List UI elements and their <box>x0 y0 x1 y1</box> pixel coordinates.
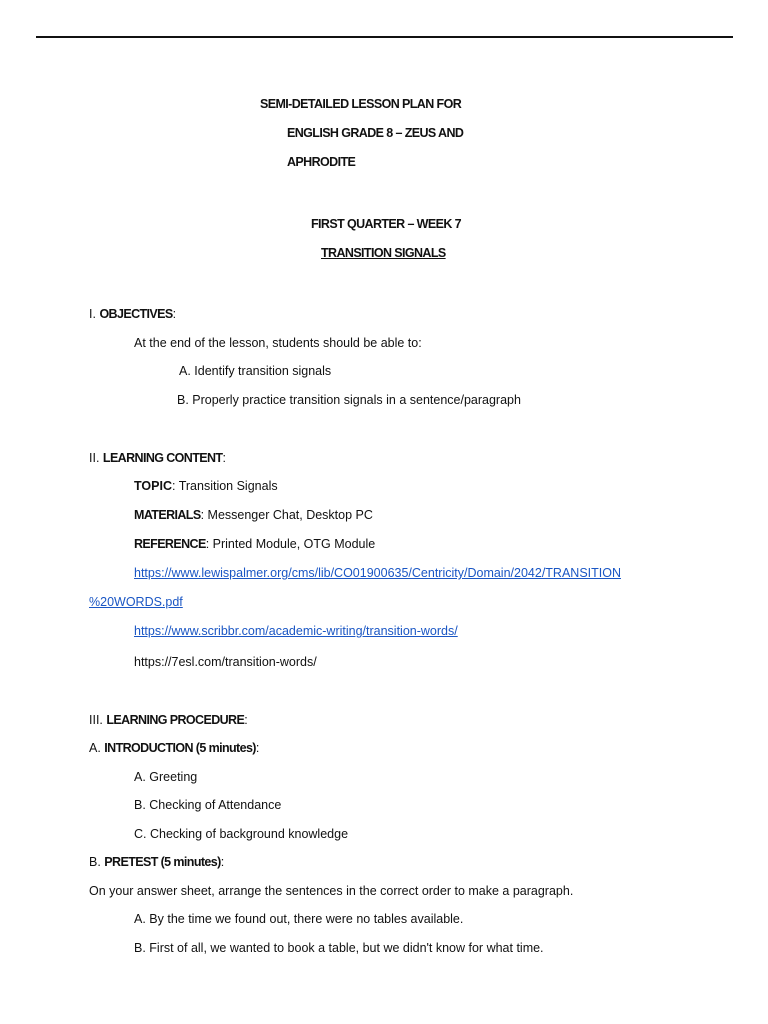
procedure-heading <box>89 712 248 728</box>
pretest-instruction: On your answer sheet, arrange the sentences in the correct order to make a paragraph. <box>89 884 574 898</box>
reference-link-2-text[interactable]: https://www.scribbr.com/academic-writing/transition-words/ <box>134 624 458 638</box>
materials-value: : Messenger Chat, Desktop PC <box>200 508 373 522</box>
objectives-numeral: I. <box>89 307 96 321</box>
materials-label: MATERIALS <box>134 508 201 522</box>
objectives-heading <box>89 306 176 322</box>
objective-item-b: B. Properly practice transition signals in a sentence/paragraph <box>177 393 521 407</box>
procedure-colon: : <box>244 713 248 727</box>
introduction-heading <box>89 740 259 756</box>
introduction-prefix: A. <box>89 741 101 755</box>
materials-row <box>134 507 373 523</box>
title-line-3: APHRODITE <box>287 155 356 169</box>
reference-link-1-text[interactable]: https://www.lewispalmer.org/cms/lib/CO01900635/Centricity/Domain/2042/TRANSITION <box>134 566 621 580</box>
content-colon: : <box>222 451 226 465</box>
pretest-title: PRETEST (5 minutes) <box>104 855 221 869</box>
reference-label: REFERENCE <box>134 537 206 551</box>
content-numeral: II. <box>89 451 100 465</box>
quarter-heading: FIRST QUARTER – WEEK 7 <box>311 217 462 231</box>
introduction-item-c: C. Checking of background knowledge <box>134 827 349 841</box>
reference-value: : Printed Module, OTG Module <box>205 537 376 551</box>
introduction-title: INTRODUCTION (5 minutes) <box>104 741 256 755</box>
topic-value: : Transition Signals <box>171 479 278 493</box>
objectives-colon: : <box>172 307 177 321</box>
reference-link-1-continued[interactable] <box>89 594 183 610</box>
objectives-intro: At the end of the lesson, students should be able to: <box>134 336 422 350</box>
pretest-item-a: A. By the time we found out, there were no tables available. <box>134 912 464 926</box>
topic-title: TRANSITION SIGNALS <box>321 246 446 260</box>
objectives-title: OBJECTIVES <box>99 307 173 321</box>
reference-row <box>134 536 375 552</box>
title-line-2: ENGLISH GRADE 8 – ZEUS AND <box>287 126 464 140</box>
pretest-heading <box>89 854 224 870</box>
procedure-numeral: III. <box>89 713 103 727</box>
reference-link-3: https://7esl.com/transition-words/ <box>134 655 317 669</box>
reference-link-1[interactable] <box>134 565 621 581</box>
top-rule <box>36 36 733 38</box>
procedure-title: LEARNING PROCEDURE <box>106 713 245 727</box>
pretest-prefix: B. <box>89 855 101 869</box>
topic-label: TOPIC <box>134 479 172 493</box>
content-heading <box>89 450 226 466</box>
reference-link-1-text-continued[interactable]: %20WORDS.pdf <box>89 595 183 609</box>
introduction-item-a: A. Greeting <box>134 770 198 784</box>
pretest-item-b: B. First of all, we wanted to book a table, but we didn't know for what time. <box>134 941 544 955</box>
reference-link-2[interactable] <box>134 623 458 639</box>
introduction-item-b: B. Checking of Attendance <box>134 798 282 812</box>
title-line-1: SEMI-DETAILED LESSON PLAN FOR <box>260 97 462 111</box>
topic-row <box>134 478 278 494</box>
pretest-colon: : <box>220 855 225 869</box>
introduction-colon: : <box>255 741 260 755</box>
objective-item-a: A. Identify transition signals <box>179 364 332 378</box>
content-title: LEARNING CONTENT <box>102 451 223 465</box>
